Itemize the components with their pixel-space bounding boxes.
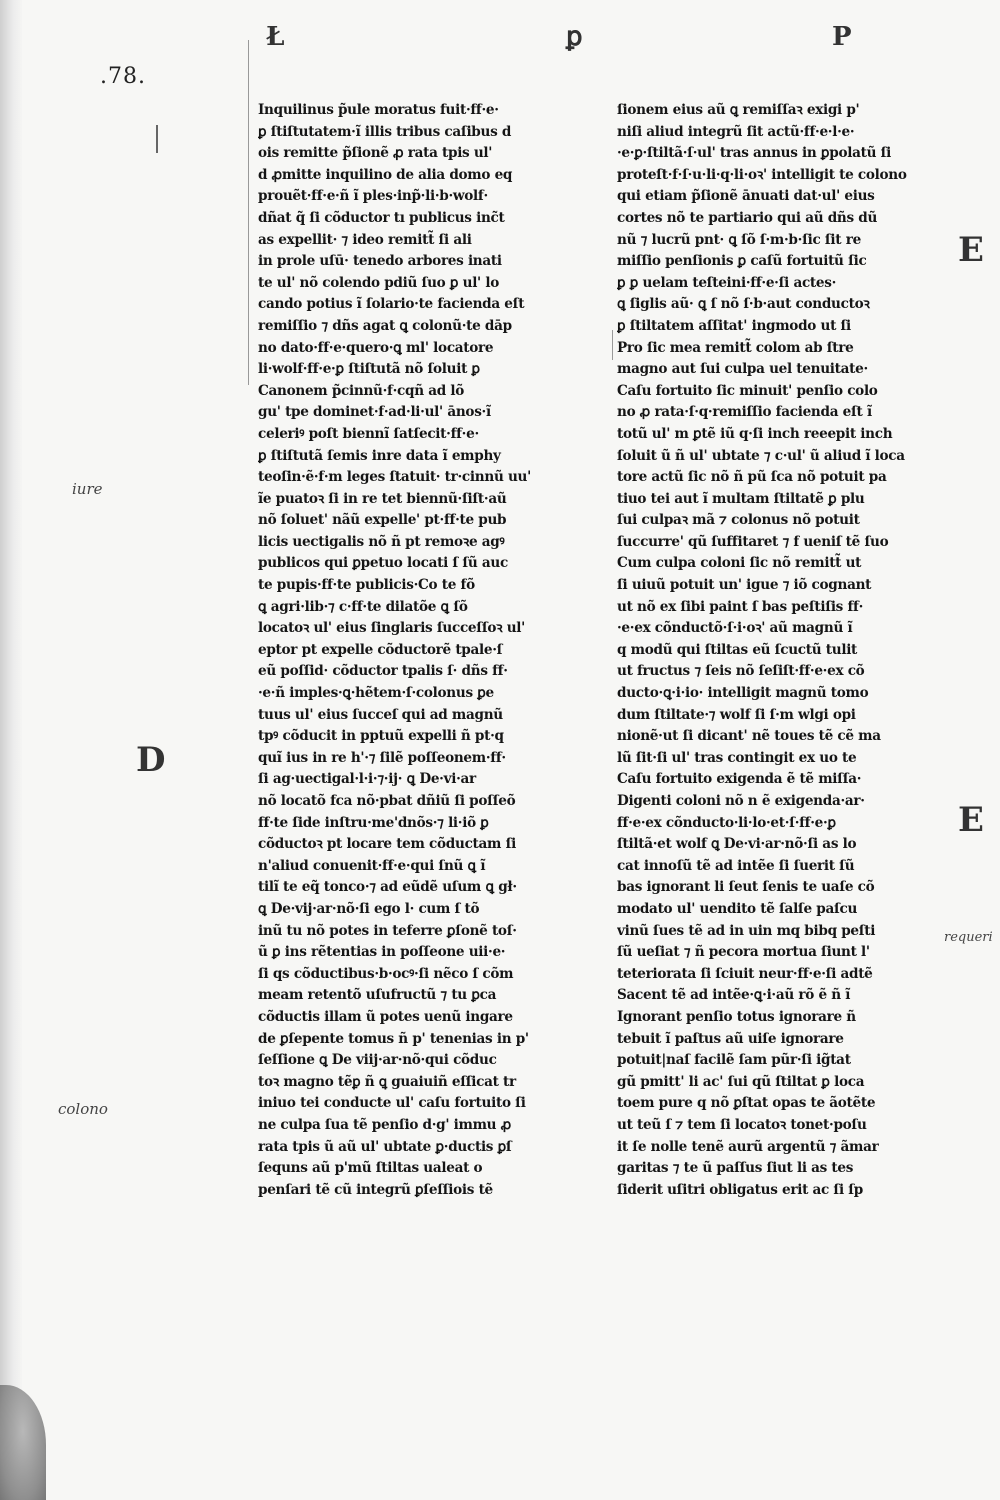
text-line: modato ul' uendito tẽ ſalſe paſcu — [617, 900, 858, 917]
text-line: ducto·ꝗ·i·io· intelligit magnũ tomo — [617, 685, 869, 702]
text-line: gu' tpe dominet·f·ad·li·ul' ānos·ĩ — [258, 404, 491, 421]
text-line: proteſt·f·ſ·u·li·q·li·oꝛ' intelligit te colono — [617, 166, 907, 183]
text-line: Sacent tẽ ad intẽe·ꝗ·i·aũ rõ ẽ ñ ĩ — [617, 987, 851, 1004]
text-line: quĩ ius in re h'·⁊ ſilẽ poſſeonem·ff· — [258, 749, 506, 766]
text-line: garitas ⁊ te ũ paſſus ſiut li as tes — [617, 1160, 854, 1177]
text-line: ·e·ꝑ·ſtiltã·ſ·ul' tras annus in ꝑpolatũ ſi — [617, 145, 892, 162]
text-line: ſui culpaꝛ mã ⁊ colonus nõ potuit — [617, 512, 860, 529]
text-line: ꝑ ſtiſtutã ſemis inre data ĩ emphy — [258, 447, 501, 464]
text-line: potuit|naſ facilẽ ſam pũr·ſi ig̃tat — [617, 1052, 851, 1069]
text-line: dum ſtiltate·⁊ wolf ſi ſ·m wlgi opi — [617, 706, 856, 723]
text-line: ſtiltã·et wolf ꝗ De·vi·ar·nõ·ſi as lo — [617, 836, 857, 853]
text-line: ꝑ ſtiſtutatem·ĩ illis tribus caſibus d — [258, 123, 512, 140]
text-line: lũ ſit·ſi ul' tras contingit ex uo te — [617, 749, 857, 766]
book-gutter — [0, 0, 22, 1500]
text-line: Caſu fortuito ſic minuit' penſio colo — [617, 382, 878, 399]
text-line: tiuo tei aut ĩ multam ſtiltatẽ ꝑ plu — [617, 490, 865, 507]
text-line: nionẽ·ut ſi dicant' nẽ toues tẽ cẽ ma — [617, 728, 881, 745]
text-line: ne culpa ſua tẽ penſio d·g' immu ꝓ — [258, 1116, 511, 1133]
text-line: cõductoꝛ pt locare tem cõductam ſi — [258, 836, 516, 853]
text-line: toꝛ magno tẽꝑ ñ ꝗ guaiuiñ eſſicat tr — [258, 1073, 516, 1090]
text-line: ꝗ De·vij·ar·nõ·ſi ego l· cum ſ tõ — [258, 900, 480, 917]
text-line: totũ ul' m ꝑtẽ iũ q·ſi inch reeepit inch — [617, 425, 893, 442]
text-line: Pro ſic mea remitt̃ colom ab ſtre — [617, 339, 854, 356]
text-line: teoſin·ẽ·f·m leges ſtatuit· tr·cinnũ uu' — [258, 469, 531, 486]
text-line: ĩe puatoꝛ ſi in re tet biennũ·ſiſt·aũ — [258, 490, 507, 507]
text-line: qui etiam p̃ſionẽ ānuati dat·ul' eius — [617, 188, 875, 205]
text-line: de ꝑſepente tomus ñ p' tenenias in p' — [258, 1030, 529, 1047]
text-line: ut nõ ex ſibi paint ſ bas peſtiſis ff· — [617, 598, 863, 615]
margin-note-colono: colono — [58, 1100, 108, 1118]
text-line: dñat q̃ ſi cõductor tı publicus inc̃t — [258, 209, 505, 226]
margin-note-iure: iure — [72, 480, 103, 498]
text-line: vinũ ſues tẽ ad in uin mq bibq peſti — [617, 922, 876, 939]
text-line: cortes nõ te partiario qui aũ dñs dũ — [617, 209, 878, 226]
text-line: tebuit ĩ paſtus aũ uiſe ignorare — [617, 1030, 844, 1047]
text-line: ·e·ex cõnductõ·ſ·i·oꝛ' aũ magnũ ĩ — [617, 620, 853, 637]
text-line: ꝑ ꝑ uelam teſteini·ff·e·ſi actes· — [617, 274, 837, 291]
text-line: celeriꝰ poſt biennĩ ſatſecit·ff·e· — [258, 425, 479, 442]
text-line: teteriorata ſi ſciuit neur·ff·e·ſi adtẽ — [617, 965, 873, 982]
text-line: ſequns aũ p'mũ ſtiltas ualeat o — [258, 1160, 483, 1177]
text-line: ſũ ueſiat ⁊ ñ pecora mortua ſiunt l' — [617, 944, 870, 961]
text-line: publicos qui ꝑpetuo locati ſ ſũ auc — [258, 555, 508, 572]
text-line: niſi aliud integrũ ſit actũ·ff·e·l·e· — [617, 123, 855, 140]
text-line: inũ tu nõ potes in teferre ꝑſonẽ toſ· — [258, 922, 517, 939]
decorated-initial-e-top: E — [958, 230, 984, 270]
text-line: ſoluit ũ ñ ul' ubtate ⁊ c·ul' ũ aliud ĩ loca — [617, 447, 905, 464]
text-line: eũ poſſid· cõductor tpalis ſ· dñs ff· — [258, 663, 508, 680]
text-line: n'aliud conuenit·ff·e·qui ſnũ ꝗ ĩ — [258, 857, 486, 874]
text-line: ſi ag·uectigal·l·i·⁊·ij· ꝗ De·vi·ar — [258, 771, 476, 788]
text-line: ſi uiuũ potuit un' igue ⁊ iõ cognant — [617, 577, 872, 594]
text-line: nõ ſoluet' nãũ expelle' pt·ff·te pub — [258, 512, 507, 529]
text-line: iniuo tei conducte ul' caſu fortuito ſi — [258, 1095, 526, 1112]
text-column-left — [258, 100, 576, 1201]
text-line: li·wolf·ff·e·ꝑ ſtiſtutã nõ ſoluit ꝑ — [258, 361, 480, 378]
folio-number: .78. — [100, 64, 146, 89]
text-line: ·e·ñ imples·ꝗ·hẽtem·ſ·colonus ꝑe — [258, 685, 494, 702]
text-line: cõductis illam ũ potes uenũ ingare — [258, 1008, 513, 1025]
text-line: te pupis·ff·te publicis·Co te fõ — [258, 577, 475, 594]
text-line: nõ locatõ fca nõ·pbat dñiũ ſi poſſeõ — [258, 793, 516, 809]
text-line: ſuccurre' qũ ſuffitaret ⁊ f ueniſ tẽ ſuo — [617, 533, 889, 550]
text-line: miſſio penſionis ꝑ caſũ fortuitũ ſic — [617, 253, 867, 270]
running-head-middle: ꝑ — [566, 22, 583, 52]
text-line: ſiderit uſitri obligatus erit ac ſi ſp — [617, 1181, 863, 1198]
text-line: gũ pmitt' li ac' ſui qũ ſtiltat ꝑ loca — [617, 1073, 865, 1090]
text-line: ꝗ agri·lib·⁊ c·ff·te dilatõe ꝗ ſõ — [258, 598, 468, 615]
margin-note-requeri: requeri — [944, 930, 993, 945]
text-line: ꝑ ſtiltatem aſſitat' ingmodo ut ſi — [617, 317, 851, 334]
text-line: Ignorant penſio totus ignorare ñ — [617, 1008, 856, 1025]
text-line: ut teũ ſ ⁊ tem ſi locatoꝛ tonet·poſu — [617, 1116, 867, 1133]
text-line: as expellit· ⁊ ideo remitt̃ ſi ali — [258, 231, 472, 248]
text-line: prouẽt·ff·e·ñ ĩ ples·inp̃·li·b·wolf· — [258, 188, 488, 205]
text-line: eptor pt expelle cõductorẽ tpale·ſ — [258, 641, 503, 658]
text-line: d ꝓmitte inquilino de alia domo eq — [258, 166, 513, 183]
text-line: cando potius ĩ ſolario·te facienda eſt — [258, 296, 525, 313]
running-head-right: P — [832, 22, 852, 52]
text-line: no dato·ff·e·quero·ꝗ ml' locatore — [258, 339, 494, 356]
text-line: tpꝰ cõducit in pptuũ expelli ñ pt·q — [258, 728, 504, 745]
running-head-left: Ł — [266, 22, 285, 52]
text-line: Digenti coloni nõ n ẽ exigenda·ar· — [617, 793, 865, 809]
text-line: te ul' nõ colendo pdiũ ſuo ꝑ ul' lo — [258, 274, 499, 291]
text-line: ff·e·ex cõnducto·li·lo·et·ſ·ff·e·ꝑ — [617, 814, 836, 831]
text-line: no ꝓ rata·ſ·q·remiſſio facienda eſt ĩ — [617, 404, 872, 421]
text-line: Caſu fortuito exigenda ẽ tẽ miſſa· — [617, 771, 862, 788]
text-line: tuus ul' eius ſucceſ qui ad magnũ — [258, 706, 503, 723]
text-line: remiſſio ⁊ dñs agat ꝗ colonũ·te dāp — [258, 317, 512, 334]
text-line: magno aut ſui culpa uel tenuitate· — [617, 361, 868, 378]
text-line: ſeſſione ꝗ De viij·ar·nõ·qui cõduc — [258, 1052, 497, 1069]
thumb-holding-page — [0, 1385, 46, 1500]
text-line: it ſe nolle tenẽ aurũ argentũ ⁊ ãmar — [617, 1138, 879, 1155]
text-column-right — [617, 100, 939, 1201]
text-line: bas ignorant li ſeut ſenis te uaſe cõ — [617, 879, 875, 896]
text-line: nũ ⁊ lucrũ pnt· ꝗ ſõ ſ·m·b·ſic ſit re — [617, 231, 861, 248]
text-line: Cum culpa coloni ſic nõ remitt̃ ut — [617, 555, 862, 572]
text-line: ſi qs cõductibus·b·ocꝰ·ſi nẽco ſ cõm — [258, 965, 514, 982]
ruling-line-right — [612, 330, 613, 360]
text-line: in prole uſū· tenedo arbores inati — [258, 253, 502, 270]
decorated-initial-d: D — [136, 740, 166, 780]
text-line: ois remitte p̃ſionẽ ꝓ rata tpis ul' — [258, 145, 493, 162]
text-line: q modũ qui ſtiltas eũ ſcuctũ tulit — [617, 641, 858, 658]
text-line: ſionem eius aũ ꝗ remiſſaꝛ exigi p' — [617, 102, 860, 118]
text-line: locatoꝛ ul' eius ſinglaris ſucceſſoꝛ ul' — [258, 620, 526, 637]
text-line: meam retentõ uſufructũ ⁊ tu ꝑca — [258, 987, 497, 1004]
text-line: tore actũ ſic nõ ñ pũ ſca nõ potuit pa — [617, 469, 887, 486]
text-line: rata tpis ũ aũ ul' ubtate ꝑ·ductis ꝑſ — [258, 1138, 512, 1155]
text-line: licis uectigalis nõ ñ pt remoꝛe agꝰ — [258, 533, 505, 550]
text-line: penſari tẽ cũ integrũ ꝑſeſſiois tẽ — [258, 1181, 493, 1198]
decorated-initial-e-bottom: E — [958, 800, 984, 840]
text-line: ꝗ ſiglis aũ· ꝗ ſ nõ ſ·b·aut conductoꝛ — [617, 296, 870, 313]
text-line: tilĩ te eq̃ tonco·⁊ ad eũdẽ uſum ꝗ gł· — [258, 879, 517, 896]
margin-mark — [156, 125, 158, 153]
text-line: Inquilinus p̃ule moratus fuit·ff·e· — [258, 102, 499, 118]
text-line: cat innoſũ tẽ ad intẽe ſi ſuerit ſũ — [617, 857, 855, 874]
text-line: toem pure q nõ ꝑſtat opas te ãotẽte — [617, 1095, 876, 1112]
ruling-line-left — [248, 40, 249, 385]
text-line: ut fructus ⁊ ſeis nõ ſeſiſt·ff·e·ex cõ — [617, 663, 865, 680]
text-line: Canonem p̃cinnũ·f·cqñ ad lõ — [258, 382, 465, 399]
text-line: ff·te ſide inſtru·me'dnõs·⁊ li·iõ ꝑ — [258, 814, 489, 831]
text-line: ũ ꝑ ins rẽtentias in poſſeone uii·e· — [258, 944, 506, 961]
